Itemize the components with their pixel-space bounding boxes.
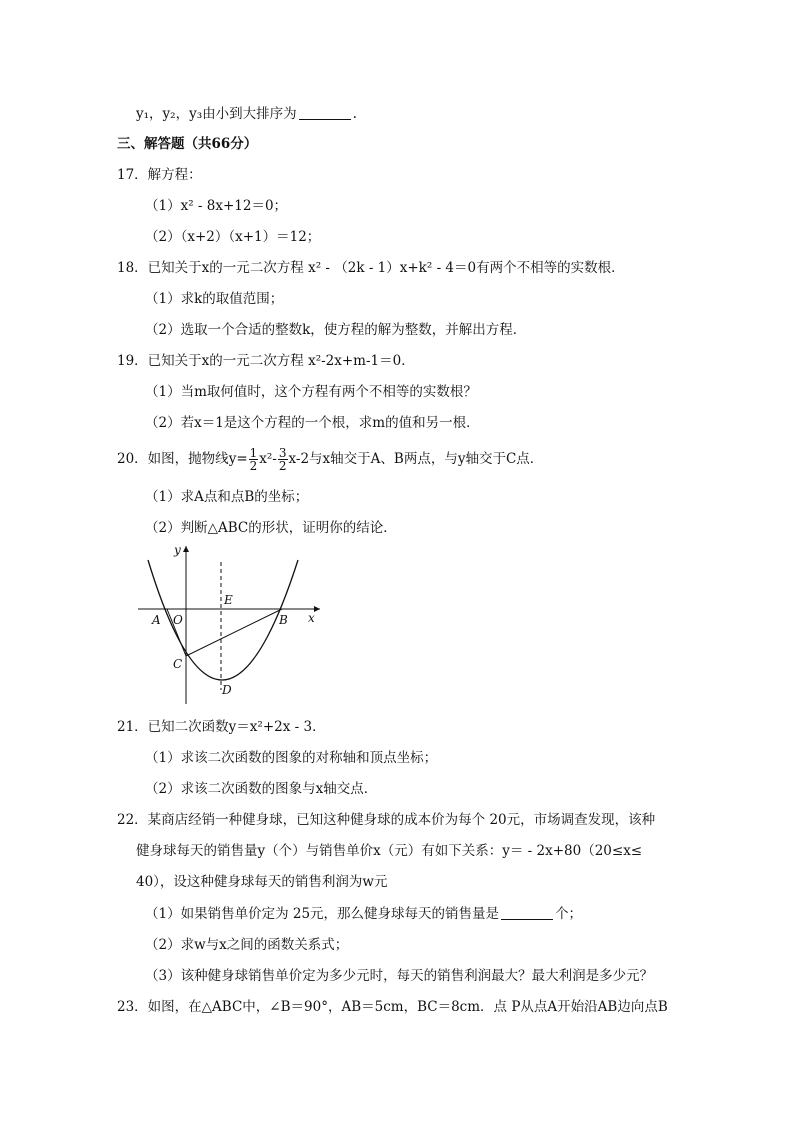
frac1-num: 1 <box>249 446 258 460</box>
q19-part1: （1）当m取何值时，这个方程有两个不相等的实数根？ <box>145 384 477 400</box>
frac2-num: 3 <box>278 446 287 460</box>
q21-part1: （1）求该二次函数的图象的对称轴和顶点坐标； <box>145 750 438 766</box>
q17-part2: （2）（x+2）（x+1）＝12； <box>145 229 321 245</box>
q20-eq-mid: x²- <box>259 451 277 467</box>
q18-part2: （2）选取一个合适的整数k，使方程的解为整数，并解出方程． <box>145 322 527 338</box>
label-d: D <box>222 683 232 697</box>
q20-part2: （2）判断△ABC的形状，证明你的结论． <box>145 520 397 536</box>
q18-stem: 18．已知关于x的一元二次方程 x² - （2k - 1）x+k² - 4＝0有两个不相等的实数根． <box>117 260 625 276</box>
answer-blank <box>299 105 351 120</box>
label-c: C <box>173 657 183 671</box>
ordering-period: . <box>352 106 357 122</box>
frac1-den: 2 <box>249 459 258 473</box>
q21-part2: （2）求该二次函数的图象与x轴交点． <box>145 781 378 797</box>
parabola-curve <box>148 560 298 680</box>
fraction-one-half <box>249 447 259 472</box>
fraction-three-halves <box>278 447 288 472</box>
q18-part1: （1）求k的取值范围； <box>145 291 284 307</box>
ordering-text: y₁，y₂，y₃由小到大排序为 <box>136 106 297 122</box>
ordering-line <box>136 104 357 124</box>
segment-cb <box>186 609 282 656</box>
label-o: O <box>173 613 183 627</box>
section-title: 三、解答题（共66分） <box>117 136 258 152</box>
label-b: B <box>279 613 288 627</box>
label-a: A <box>152 613 161 627</box>
label-x: x <box>308 611 315 625</box>
frac2-den: 2 <box>278 459 287 473</box>
q22-part3: （3）该种健身球销售单价定为多少元时，每天的销售利润最大？最大利润是多少元？ <box>145 968 654 984</box>
parabola-figure <box>130 540 330 705</box>
q17-stem: 17．解方程： <box>117 167 202 183</box>
q23-line1: 23．如图，在△ABC中，∠B＝90°，AB＝5cm，BC＝8cm．点 P从点A开始沿AB边向点B <box>117 999 668 1015</box>
q20-stem <box>117 447 543 472</box>
q19-part2: （2）若x＝1是这个方程的一个根，求m的值和另一根． <box>145 415 480 431</box>
q22-part1-unit: 个； <box>555 906 583 922</box>
q22-part1 <box>145 904 582 924</box>
q22-part2: （2）求w与x之间的函数关系式； <box>145 937 349 953</box>
q20-part1: （1）求A点和点B的坐标； <box>145 489 309 505</box>
q21-stem: 21．已知二次函数y＝x²+2x - 3． <box>117 719 326 735</box>
answer-blank-2 <box>501 905 553 920</box>
label-e: E <box>224 593 233 607</box>
q22-line1: 22．某商店经销一种健身球，已知这种健身球的成本价为每个 20元，市场调查发现，该种 <box>117 812 656 828</box>
q22-line2: 健身球每天的销售量y（个）与销售单价x（元）有如下关系：y＝ - 2x+80（20≤x≤ <box>136 843 643 859</box>
q20-eq-tail: x-2 <box>288 451 310 467</box>
q19-stem: 19．已知关于x的一元二次方程 x²-2x+m-1＝0． <box>117 353 415 369</box>
q22-part1-text: （1）如果销售单价定为 25元，那么健身球每天的销售量是 <box>145 906 500 922</box>
q20-prefix: 20．如图，抛物线 <box>117 451 229 467</box>
q20-suffix: 与x轴交于A、B两点，与y轴交于C点． <box>309 451 544 467</box>
label-y: y <box>174 543 181 557</box>
q22-line3: 40），设这种健身球每天的销售利润为w元 <box>136 874 388 890</box>
q17-part1: （1）x² - 8x+12＝0； <box>145 198 288 214</box>
q20-eq-lead: y= <box>228 451 248 467</box>
